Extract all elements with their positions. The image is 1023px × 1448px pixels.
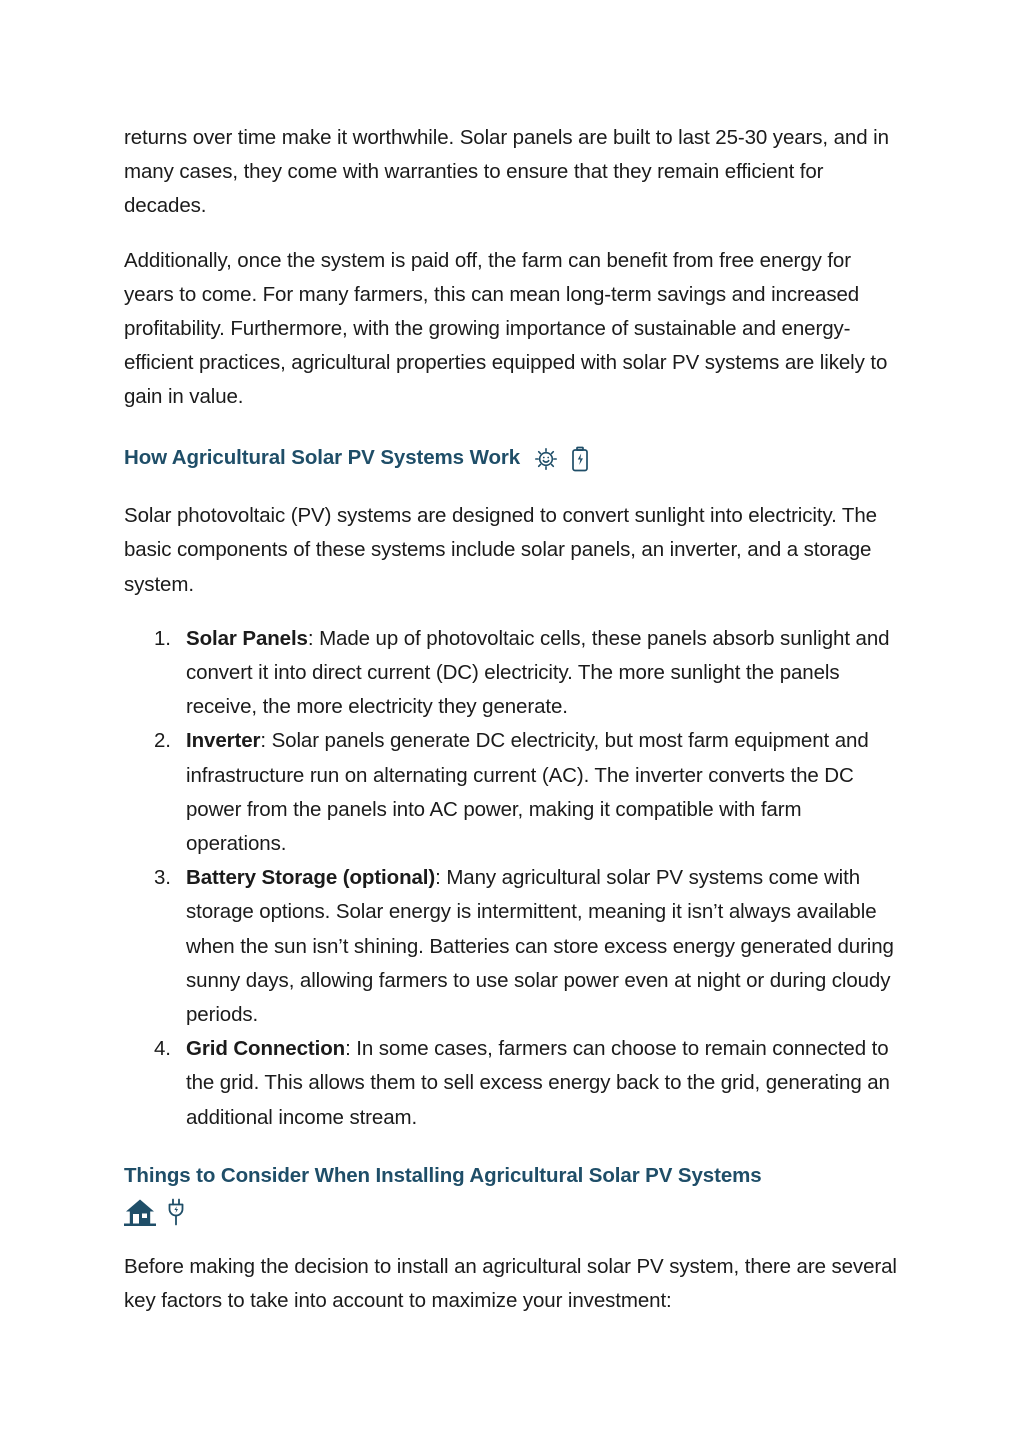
list-item-term: Battery Storage (optional) xyxy=(186,866,436,890)
paragraph-pv-intro: Solar photovoltaic (PV) systems are designed to convert sunlight into electricity. The basic components of these systems include solar panels, an inverter, and a storage system. xyxy=(124,504,877,596)
heading-icons xyxy=(124,1195,899,1231)
list-item-text: : Many agricultural solar PV systems come with storage options. Solar energy is intermittent, meaning it isn’t always available when the sun isn’t shining. Batteries can store excess energy generated during sunny days, allowing farmers to use solar power even at night or during cloudy periods. xyxy=(186,866,894,1027)
list-item-number: 3. xyxy=(154,866,171,890)
paragraph-returns: returns over time make it worthwhile. Solar panels are built to last 25-30 years, and in many cases, they come with warranties to ensure that they remain efficient for decades. xyxy=(124,126,889,218)
document-page xyxy=(124,121,899,1318)
list-item-text: : In some cases, farmers can choose to remain connected to the grid. This allows them to sell excess energy back to the grid, generating an additional income stream. xyxy=(186,1037,890,1129)
list-item-number: 1. xyxy=(154,626,171,650)
heading-things-to-consider xyxy=(124,1159,899,1231)
list-item-text: : Made up of photovoltaic cells, these panels absorb sunlight and convert it into direct current (DC) electricity. The more sunlight the panels receive, the more electricity they generate. xyxy=(186,626,890,719)
heading-icons xyxy=(534,441,592,475)
list-item xyxy=(124,1032,899,1135)
list-item-term: Grid Connection xyxy=(186,1037,346,1061)
battery-icon xyxy=(569,446,591,472)
list-item xyxy=(124,724,899,861)
components-list xyxy=(124,622,899,1135)
list-item-text: : Solar panels generate DC electricity, but most farm equipment and infrastructure run on alternating current (AC). The inverter converts the DC power from the panels into AC power, making it compatible with farm operations. xyxy=(186,729,869,856)
list-item xyxy=(124,861,899,1032)
list-item-term: Solar Panels xyxy=(186,626,308,650)
heading-how-it-works xyxy=(124,441,899,476)
house-icon xyxy=(124,1197,156,1227)
list-item xyxy=(124,622,899,725)
sun-face-icon xyxy=(534,447,558,471)
heading-how-it-works-text: How Agricultural Solar PV Systems Work xyxy=(124,445,521,469)
list-item-term: Inverter xyxy=(186,729,261,753)
heading-things-to-consider-text: Things to Consider When Installing Agricultural Solar PV Systems xyxy=(124,1163,762,1187)
plug-icon xyxy=(165,1197,187,1227)
paragraph-additionally: Additionally, once the system is paid off, the farm can benefit from free energy for years to come. For many farmers, this can mean long-term savings and increased profitability. Furthermore, with the growing importance of sustainable and energy-efficient practices, agricultural properties equipped with solar PV systems are likely to gain in value. xyxy=(124,248,888,409)
list-item-number: 4. xyxy=(154,1037,171,1061)
list-item-number: 2. xyxy=(154,729,171,753)
paragraph-before-installing: Before making the decision to install an agricultural solar PV system, there are several key factors to take into account to maximize your investment: xyxy=(124,1254,897,1313)
